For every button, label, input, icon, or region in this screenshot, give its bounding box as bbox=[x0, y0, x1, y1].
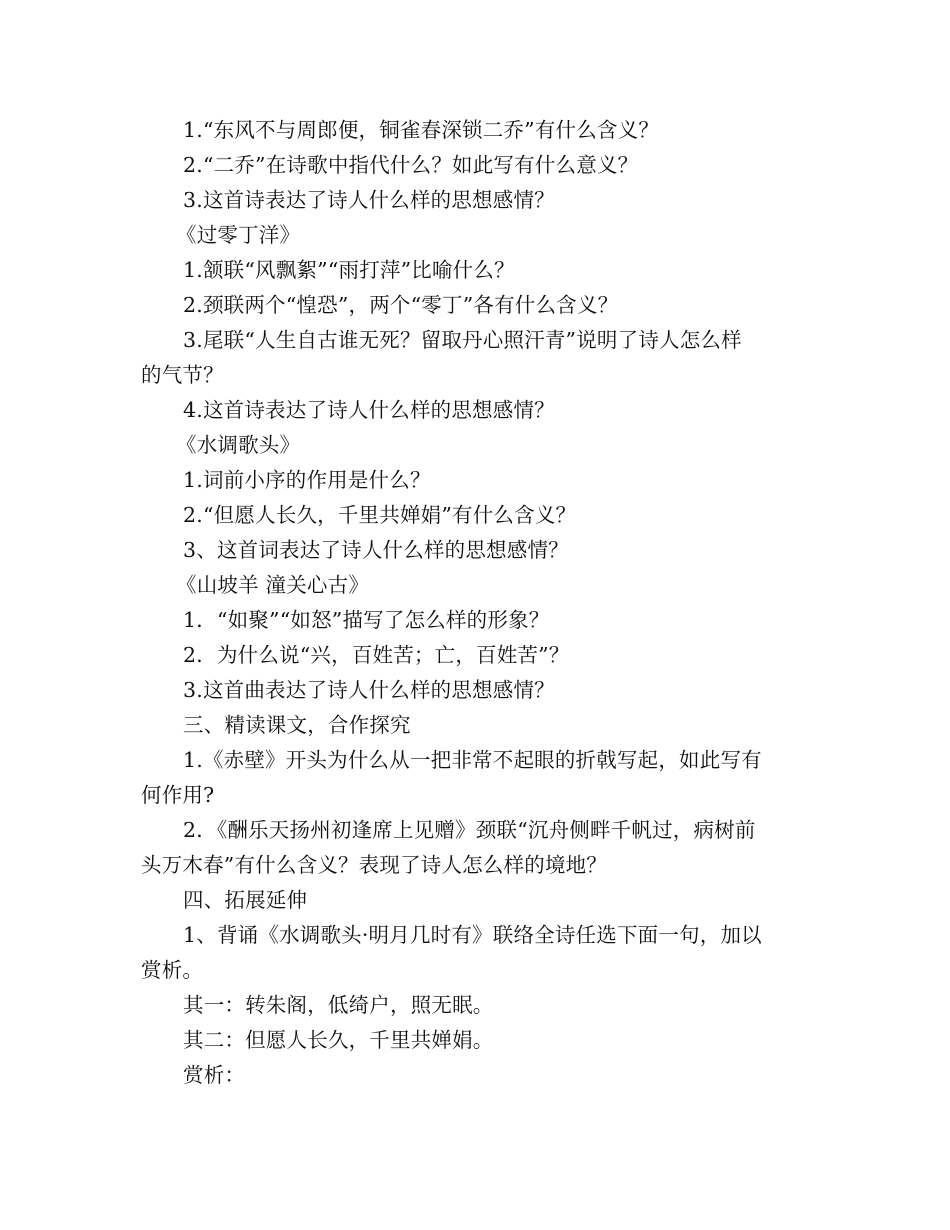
option-one: 其一：转朱阁，低绮户，照无眠。 bbox=[183, 993, 494, 1017]
extension-task-1: 1、背诵《水调歌头·明月几时有》联络全诗任选下面一句，加以 bbox=[183, 923, 762, 947]
question-shuidiao-3: 3、这首词表达了诗人什么样的思想感情？ bbox=[183, 538, 569, 562]
appreciation-label: 赏析： bbox=[183, 1063, 246, 1087]
question-chibi-1: 1.“东风不与周郎便，铜雀春深锁二乔”有什么含义？ bbox=[183, 118, 660, 142]
section-heading-3: 三、精读课文，合作探究 bbox=[183, 713, 411, 737]
question-chibi-2: 2.“二乔”在诗歌中指代什么？如此写有什么意义？ bbox=[183, 153, 639, 177]
question-shanpoyang-1: 1．“如聚”“如怒”描写了怎么样的形象？ bbox=[183, 608, 550, 632]
poem-title-shuidiaogetou: 《水调歌头》 bbox=[176, 433, 301, 457]
poem-title-guolingdingyang: 《过零丁洋》 bbox=[176, 223, 301, 247]
question-chibi-3: 3.这首诗表达了诗人什么样的思想感情？ bbox=[183, 188, 555, 212]
question-close-reading-1: 1.《赤壁》开头为什么从一把非常不起眼的折戟写起，如此写有 bbox=[183, 748, 762, 772]
question-shanpoyang-3: 3.这首曲表达了诗人什么样的思想感情？ bbox=[183, 678, 555, 702]
question-close-reading-2: 2．《酬乐天扬州初逢席上见赠》颈联“沉舟侧畔千帆过，病树前 bbox=[183, 818, 756, 842]
poem-title-shanpoyang: 《山坡羊 潼关心古》 bbox=[176, 573, 370, 597]
question-lingding-4: 4.这首诗表达了诗人什么样的思想感情？ bbox=[183, 398, 555, 422]
extension-task-1-continued: 赏析。 bbox=[141, 958, 204, 982]
option-two: 其二：但愿人长久，千里共婵娟。 bbox=[183, 1028, 494, 1052]
question-shuidiao-1: 1.词前小序的作用是什么？ bbox=[183, 468, 431, 492]
question-close-reading-1-continued: 何作用? bbox=[141, 783, 215, 807]
question-shanpoyang-2: 2．为什么说“兴，百姓苦；亡，百姓苦”？ bbox=[183, 643, 570, 667]
question-shuidiao-2: 2.“但愿人长久，千里共婵娟”有什么含义？ bbox=[183, 503, 577, 527]
question-lingding-2: 2.颈联两个“惶恐”，两个“零丁”各有什么含义？ bbox=[183, 293, 619, 317]
question-close-reading-2-continued: 头万木春”有什么含义？表现了诗人怎么样的境地？ bbox=[141, 853, 608, 877]
question-lingding-3-continued: 的气节？ bbox=[141, 363, 224, 387]
question-lingding-3: 3.尾联“人生自古谁无死？留取丹心照汗青”说明了诗人怎么样 bbox=[183, 328, 742, 352]
question-lingding-1: 1.颔联“风飘絮”“雨打萍”比喻什么？ bbox=[183, 258, 515, 282]
section-heading-4: 四、拓展延伸 bbox=[183, 888, 308, 912]
